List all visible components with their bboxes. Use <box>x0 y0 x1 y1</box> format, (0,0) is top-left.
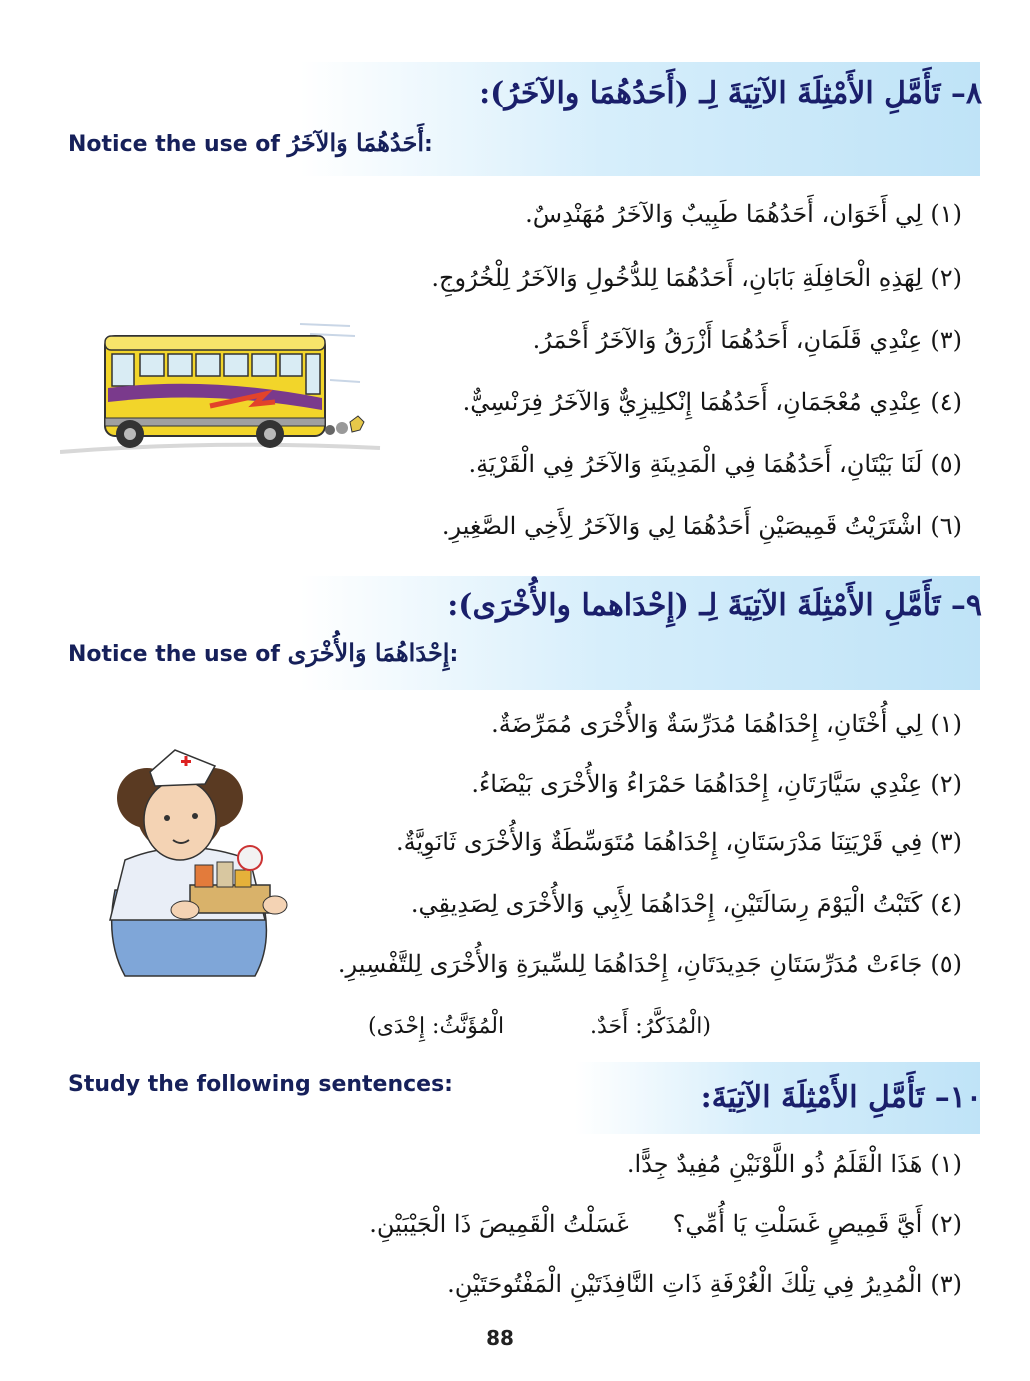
section-10-sentence <box>447 1270 962 1298</box>
sentence-number: (٥) <box>930 450 962 478</box>
instruction-colon: : <box>449 642 459 667</box>
section-10-instruction: Study the following sentences: <box>68 1072 453 1097</box>
sentence-number: (٢) <box>930 770 962 798</box>
section-8-sentence <box>525 200 962 228</box>
sentence-number: (٣) <box>930 326 962 354</box>
sentence-question: أَيَّ قَمِيصٍ غَسَلْتِ يَا أُمِّي؟ <box>672 1210 923 1238</box>
sentence-text: لِي أُخْتَانِ، إِحْدَاهُمَا مُدَرِّسَةٌ وَالأُخْرَى مُمَرِّضَةٌ. <box>491 710 923 738</box>
instruction-ar: أَحَدُهُمَا وَالآخَرُ <box>287 128 424 157</box>
sentence-text: الْمُدِيرُ فِي تِلْكَ الْغُرْفَةِ ذَاتِ النَّافِذَتَيْنِ الْمَفْتُوحَتَيْنِ. <box>447 1270 923 1298</box>
sentence-number: (٢) <box>930 1210 962 1238</box>
sentence-text: فِي قَرْيَتِنَا مَدْرَسَتَانِ، إِحْدَاهُمَا مُتَوَسِّطَةٌ وَالأُخْرَى ثَانَوِيَّةٌ. <box>396 828 923 856</box>
section-9-sentence <box>338 950 962 978</box>
section-8-sentence <box>533 326 962 354</box>
sentence-number: (٦) <box>930 512 962 540</box>
section-9-sentence <box>491 710 962 738</box>
sentence-answer: غَسَلْتُ الْقَمِيصَ ذَا الْجَيْبَيْنِ. <box>369 1210 629 1238</box>
sentence-text: اشْتَرَيْتُ قَمِيصَيْنِ أَحَدُهُمَا لِي وَالآخَرُ لِأَخِي الصَّغِيرِ. <box>441 512 923 540</box>
sentence-number: (٣) <box>930 1270 962 1298</box>
sentence-text: عِنْدِي قَلَمَانِ، أَحَدُهُمَا أَزْرَقُ وَالآخَرُ أَحْمَرُ. <box>532 326 923 354</box>
sentence-text: لِي أَخَوَان، أَحَدُهُمَا طَبِيبٌ وَالآخَرُ مُهَنْدِسٌ. <box>525 200 923 228</box>
section-8-sentence <box>463 388 962 416</box>
section-10-heading: ١٠– تَأَمَّلِ الأَمْثِلَةَ الآتِيَةَ: <box>700 1080 982 1115</box>
section-9-sentence <box>396 828 962 856</box>
section-9-instruction <box>68 638 458 667</box>
sentence-number: (١) <box>930 200 962 228</box>
bus-illustration <box>60 310 390 470</box>
sentence-text: هَذَا الْقَلَمُ ذُو اللَّوْنَيْنِ مُفِيدٌ جِدًّا. <box>626 1150 923 1178</box>
section-8-sentence <box>442 512 962 540</box>
section-9-sentence <box>471 770 962 798</box>
sentence-number: (١) <box>930 1150 962 1178</box>
page-number: 88 <box>486 1326 514 1350</box>
sentence-text: عِنْدِي سَيَّارَتَانِ، إِحْدَاهُمَا حَمْرَاءُ وَالأُخْرَى بَيْضَاءُ. <box>471 770 923 798</box>
instruction-en: Notice the use of <box>68 132 280 157</box>
sentence-number: (١) <box>930 710 962 738</box>
sentence-text: لَنَا بَيْتَانِ، أَحَدُهُمَا فِي الْمَدِينَةِ وَالآخَرُ فِي الْقَرْيَةِ. <box>468 450 923 478</box>
section-9-sentence <box>411 890 962 918</box>
gender-note-masculine: (الْمُذَكَّرُ: أَحَدٌ. <box>590 1014 711 1039</box>
section-8-heading: ٨– تَأَمَّلِ الأَمْثِلَةَ الآتِيَةَ لِـ (أَحَدُهُمَا والآخَرُ): <box>479 76 982 111</box>
section-10-sentence <box>369 1210 962 1238</box>
instruction-en: Notice the use of <box>68 642 280 667</box>
sentence-text: كَتَبْتُ الْيَوْمَ رِسَالَتَيْنِ، إِحْدَاهُمَا لِأَبِي وَالأُخْرَى لِصَدِيقِي. <box>410 890 923 918</box>
instruction-ar: إِحْدَاهُمَا وَالأُخْرَى <box>287 638 450 667</box>
sentence-number: (٤) <box>930 388 962 416</box>
gender-note-feminine: الْمُؤَنَّثُ: إِحْدَى) <box>368 1014 505 1039</box>
sentence-text: جَاءَتْ مُدَرِّسَتَانِ جَدِيدَتَانِ، إِحْدَاهُمَا لِلسِّيرَةِ وَالأُخْرَى لِلتَّفْسِيرِ. <box>337 950 923 978</box>
sentence-text: عِنْدِي مُعْجَمَانِ، أَحَدُهُمَا إِنْكلِيزِيٌّ وَالآخَرُ فِرَنْسِيٌّ. <box>462 388 923 416</box>
section-9-heading: ٩– تَأَمَّلِ الأَمْثِلَةَ الآتِيَةَ لِـ (إِحْدَاهما والأُخْرَى): <box>447 588 982 623</box>
sentence-number: (٤) <box>930 890 962 918</box>
nurse-illustration <box>85 740 295 980</box>
sentence-number: (٥) <box>930 950 962 978</box>
sentence-number: (٣) <box>930 828 962 856</box>
sentence-text: لِهَذِهِ الْحَافِلَةِ بَابَانِ، أَحَدُهُمَا لِلدُّخُولِ وَالآخَرُ لِلْخُرُوجِ. <box>431 264 923 292</box>
section-8-sentence <box>431 264 962 292</box>
instruction-colon: : <box>424 132 433 157</box>
sentence-number: (٢) <box>930 264 962 292</box>
section-10-sentence <box>627 1150 962 1178</box>
section-8-sentence <box>469 450 962 478</box>
section-8-instruction <box>68 128 433 157</box>
